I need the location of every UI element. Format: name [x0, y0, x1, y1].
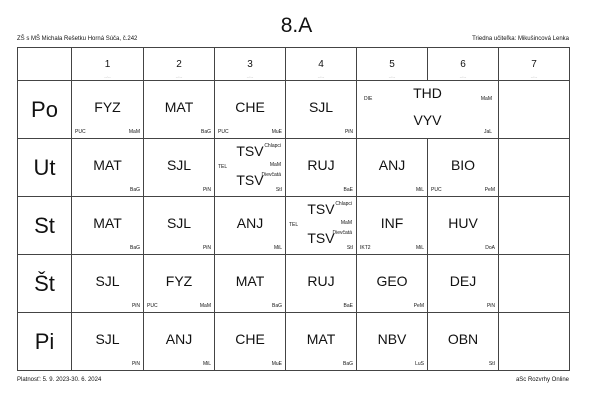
group-label-bottom: Dievčatá	[332, 230, 352, 236]
lesson-subject: FYZ	[165, 273, 193, 289]
lesson-subject: CHE	[235, 331, 265, 347]
lesson-subject: HUV	[448, 215, 478, 231]
lesson-subject: SJL	[166, 215, 192, 231]
lesson-teacher: BaG	[200, 129, 211, 135]
lesson-teacher: BaE	[343, 303, 353, 309]
lesson-cell[interactable]	[357, 81, 499, 139]
lesson-cell[interactable]	[428, 313, 499, 371]
lesson-subject: BIO	[450, 157, 476, 173]
lesson-teacher: PiN	[131, 303, 140, 309]
lesson-teacher-top: MaM	[480, 96, 492, 102]
lesson-cell[interactable]	[215, 197, 286, 255]
lesson-teacher: PiN	[486, 303, 495, 309]
lesson-teacher: MuE	[271, 361, 282, 367]
period-number: 6	[460, 59, 466, 70]
lesson-teacher: MaM	[199, 303, 211, 309]
lesson-teacher: StI	[488, 361, 495, 367]
lesson-subject: RUJ	[307, 273, 335, 289]
school-name: ZŠ s MŠ Michala Rešetku Horná Súča, č.242	[17, 36, 138, 42]
lesson-teacher: MuE	[271, 129, 282, 135]
lesson-subject: SJL	[95, 331, 120, 347]
period-time: --:--	[104, 74, 111, 79]
lesson-cell[interactable]	[286, 197, 357, 255]
lesson-subject: RUJ	[307, 157, 335, 173]
lesson-subject: INF	[380, 215, 404, 231]
lesson-subject: ANJ	[378, 157, 406, 173]
lesson-subject: MAT	[93, 215, 122, 231]
lesson-cell[interactable]	[215, 139, 286, 197]
lesson-cell[interactable]	[286, 313, 357, 371]
period-number: 1	[104, 59, 111, 70]
lesson-room: TEL	[218, 164, 228, 170]
lesson-teacher: PiN	[131, 361, 140, 367]
period-header-cell	[286, 48, 357, 81]
lesson-cell[interactable]	[215, 81, 286, 139]
period-time: --:--	[459, 74, 467, 79]
period-header-cell	[499, 48, 570, 81]
lesson-cell[interactable]	[499, 197, 570, 255]
lesson-subject: CHE	[235, 99, 265, 115]
lesson-subject: NBV	[377, 331, 407, 347]
lesson-teacher: BaG	[342, 361, 353, 367]
lesson-cell[interactable]	[428, 139, 499, 197]
day-row	[18, 139, 570, 197]
lesson-subject: GEO	[376, 273, 408, 289]
lesson-teacher: PiN	[202, 187, 211, 193]
period-time: --:--	[246, 74, 254, 79]
lesson-cell[interactable]	[72, 197, 144, 255]
lesson-subject-bottom: TSV	[307, 230, 335, 246]
lesson-teacher: BaG	[129, 187, 140, 193]
lesson-room: IKT2	[360, 245, 371, 251]
day-row	[18, 81, 570, 139]
lesson-cell[interactable]	[144, 255, 215, 313]
lesson-teacher: MiL	[202, 361, 211, 367]
lesson-room: TEL	[289, 222, 299, 228]
lesson-teacher: MiL	[415, 187, 424, 193]
class-title: 8.A	[280, 14, 313, 37]
lesson-subject: MAT	[164, 99, 194, 115]
lesson-cell[interactable]	[499, 313, 570, 371]
lesson-cell[interactable]	[144, 139, 215, 197]
lesson-cell[interactable]	[357, 255, 428, 313]
lesson-subject: OBN	[447, 331, 479, 347]
day-row	[18, 197, 570, 255]
lesson-cell[interactable]	[215, 313, 286, 371]
lesson-subject-top: TSV	[236, 143, 264, 159]
lesson-teacher-top: MaM	[269, 162, 281, 168]
lesson-cell[interactable]	[144, 197, 215, 255]
lesson-cell[interactable]	[286, 255, 357, 313]
lesson-teacher-bottom: JaL	[483, 129, 492, 135]
lesson-cell[interactable]	[215, 255, 286, 313]
lesson-cell[interactable]	[357, 197, 428, 255]
period-time: --:--	[317, 74, 325, 79]
period-number: 5	[389, 59, 395, 70]
lesson-room: PUC	[431, 187, 442, 193]
lesson-subject: MAT	[306, 331, 336, 347]
lesson-subject: ANJ	[165, 331, 193, 347]
period-header-row	[18, 48, 570, 81]
lesson-room: PUC	[147, 303, 158, 309]
lesson-cell[interactable]	[357, 139, 428, 197]
period-header-cell	[144, 48, 215, 81]
lesson-teacher: BaE	[343, 187, 353, 193]
day-name: St	[18, 197, 72, 255]
day-name: Pi	[18, 313, 72, 371]
corner-cell	[18, 48, 72, 81]
lesson-cell[interactable]	[72, 313, 144, 371]
lesson-cell[interactable]	[499, 255, 570, 313]
lesson-subject: DEJ	[449, 273, 477, 289]
lesson-subject-top: TSV	[307, 201, 335, 217]
validity-dates: Platnosť: 5. 9. 2023-30. 6. 2024	[17, 377, 102, 383]
period-header-cell	[72, 48, 144, 81]
day-row	[18, 313, 570, 371]
lesson-room: PUC	[75, 129, 86, 135]
lesson-subject: SJL	[166, 157, 192, 173]
lesson-teacher: PiN	[344, 129, 353, 135]
lesson-subject: SJL	[308, 99, 334, 115]
lesson-cell[interactable]	[72, 81, 144, 139]
period-number: 4	[318, 59, 324, 70]
lesson-subject: ANJ	[236, 215, 264, 231]
lesson-teacher-top: MaM	[340, 220, 352, 226]
lesson-subject: FYZ	[94, 99, 121, 115]
period-header-cell	[215, 48, 286, 81]
lesson-teacher: MaM	[128, 129, 140, 135]
period-header-cell	[357, 48, 428, 81]
timetable-grid	[17, 47, 570, 371]
lesson-teacher: LuS	[415, 361, 424, 367]
group-label-top: Chlapci	[264, 143, 281, 149]
lesson-cell[interactable]	[428, 197, 499, 255]
day-name: Po	[18, 81, 72, 139]
group-label-top: Chlapci	[335, 201, 352, 207]
lesson-teacher: DoA	[485, 245, 495, 251]
lesson-teacher: PiN	[202, 245, 211, 251]
lesson-room-top: DIE	[364, 96, 373, 102]
lesson-teacher-bottom: StI	[275, 187, 282, 193]
lesson-teacher: MiL	[415, 245, 424, 251]
lesson-cell[interactable]	[72, 139, 144, 197]
day-row	[18, 255, 570, 313]
lesson-subject-bottom: VYV	[413, 112, 442, 128]
lesson-cell[interactable]	[499, 81, 570, 139]
lesson-subject-top: THD	[413, 85, 442, 101]
class-teacher: Triedna učiteľka: Mikušincová Lenka	[472, 36, 569, 42]
lesson-room: PUC	[218, 129, 229, 135]
lesson-cell[interactable]	[357, 313, 428, 371]
lesson-teacher: MiL	[273, 245, 282, 251]
lesson-teacher: PeM	[413, 303, 424, 309]
lesson-cell[interactable]	[428, 255, 499, 313]
credit-text: aSc Rozvrhy Online	[515, 377, 569, 383]
period-time: --:--	[175, 74, 183, 79]
lesson-cell[interactable]	[144, 313, 215, 371]
lesson-teacher: BaG	[271, 303, 282, 309]
lesson-cell[interactable]	[72, 255, 144, 313]
period-number: 2	[176, 59, 182, 70]
period-number: 3	[247, 59, 253, 70]
lesson-subject: MAT	[93, 157, 122, 173]
lesson-subject-bottom: TSV	[236, 172, 264, 188]
period-number: 7	[531, 59, 537, 70]
period-time: --:--	[530, 74, 538, 79]
period-header-cell	[428, 48, 499, 81]
lesson-teacher: BaG	[129, 245, 140, 251]
lesson-subject: MAT	[235, 273, 265, 289]
lesson-cell[interactable]	[499, 139, 570, 197]
lesson-cell[interactable]	[286, 81, 357, 139]
lesson-cell[interactable]	[286, 139, 357, 197]
day-name: Ut	[18, 139, 72, 197]
lesson-subject: SJL	[95, 273, 120, 289]
day-name: Št	[18, 255, 72, 313]
lesson-teacher: PeM	[484, 187, 495, 193]
lesson-cell[interactable]	[144, 81, 215, 139]
group-label-bottom: Dievčatá	[261, 172, 281, 178]
lesson-teacher-bottom: StI	[346, 245, 353, 251]
period-time: --:--	[388, 74, 396, 79]
